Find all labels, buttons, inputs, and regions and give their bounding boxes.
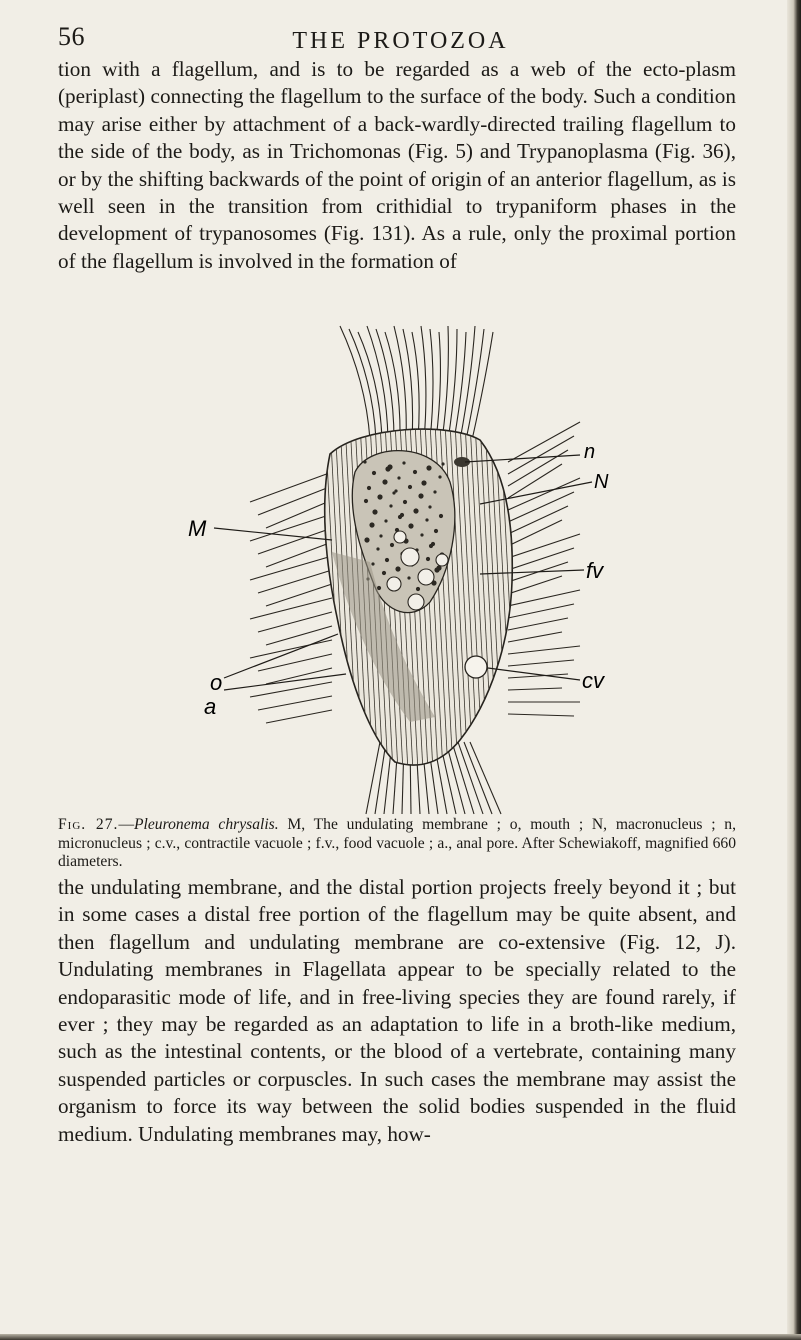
label-fv: fv [586,558,604,583]
page-bottom-edge [0,1334,801,1340]
label-n: n [584,441,596,463]
label-cv: cv [582,668,604,693]
label-o: o [210,670,223,695]
caption-species: Pleuronema chrysalis. [134,816,279,833]
figure-pleuronema [180,322,620,820]
caption-dash: — [118,816,135,833]
figure-caption [58,816,736,872]
caption-fig-label: Fig. 27. [58,816,119,833]
paragraph-top: tion with a flagellum, and is to be regarded as a web of the ecto-plasm (periplast) connecting the flagellum to the surface of the body. Such a condition may arise either by attachment of a back-wardly-directed trailing flagellum to the side of the body, as in Trichomonas (Fig. 5) and Trypanoplasma (Fig. 36), or by the shifting backwards of the point of origin of an anterior flagellum, as is well seen in the transition from crithidial to trypaniform phases in the development of trypanosomes (Fig. 131). As a rule, only the proximal portion of the flagellum is involved in the formation of [58,57,736,273]
caption-text: M, The undulating membrane ; o, mouth ; N, macronucleus ; n, micronucleus ; c.v., contractile vacuole ; f.v., food vacuole ; a., anal pore. After Schewiakoff, magnified 660 diameters. [58,816,736,870]
figure-illustration [180,322,620,820]
label-N: N [594,471,609,493]
page-edge-shadow [787,0,801,1340]
paragraph-bottom: the undulating membrane, and the distal portion projects freely beyond it ; but in some cases a distal free portion of the flagellum may be quite absent, and then flagellum and undulating membrane are co-extensive (Fig. 12, J). Undulating membranes in Flagellata appear to be specially related to the endoparasitic mode of life, and in free-living species they are found rarely, if ever ; they may be regarded as an adaptation to life in a broth-like medium, such as the intestinal contents, or the blood of a vertebrate, containing many suspended particles or corpuscles. In such cases the membrane may assist the organism to force its way between the solid bodies suspended in the fluid medium. Undulating membranes may, how- [58,875,736,1146]
contractile-vacuole [465,656,487,678]
page-number: 56 [58,22,85,51]
running-head: THE PROTOZOA [292,28,509,54]
label-M: M [188,516,207,541]
label-a: a [204,694,217,719]
